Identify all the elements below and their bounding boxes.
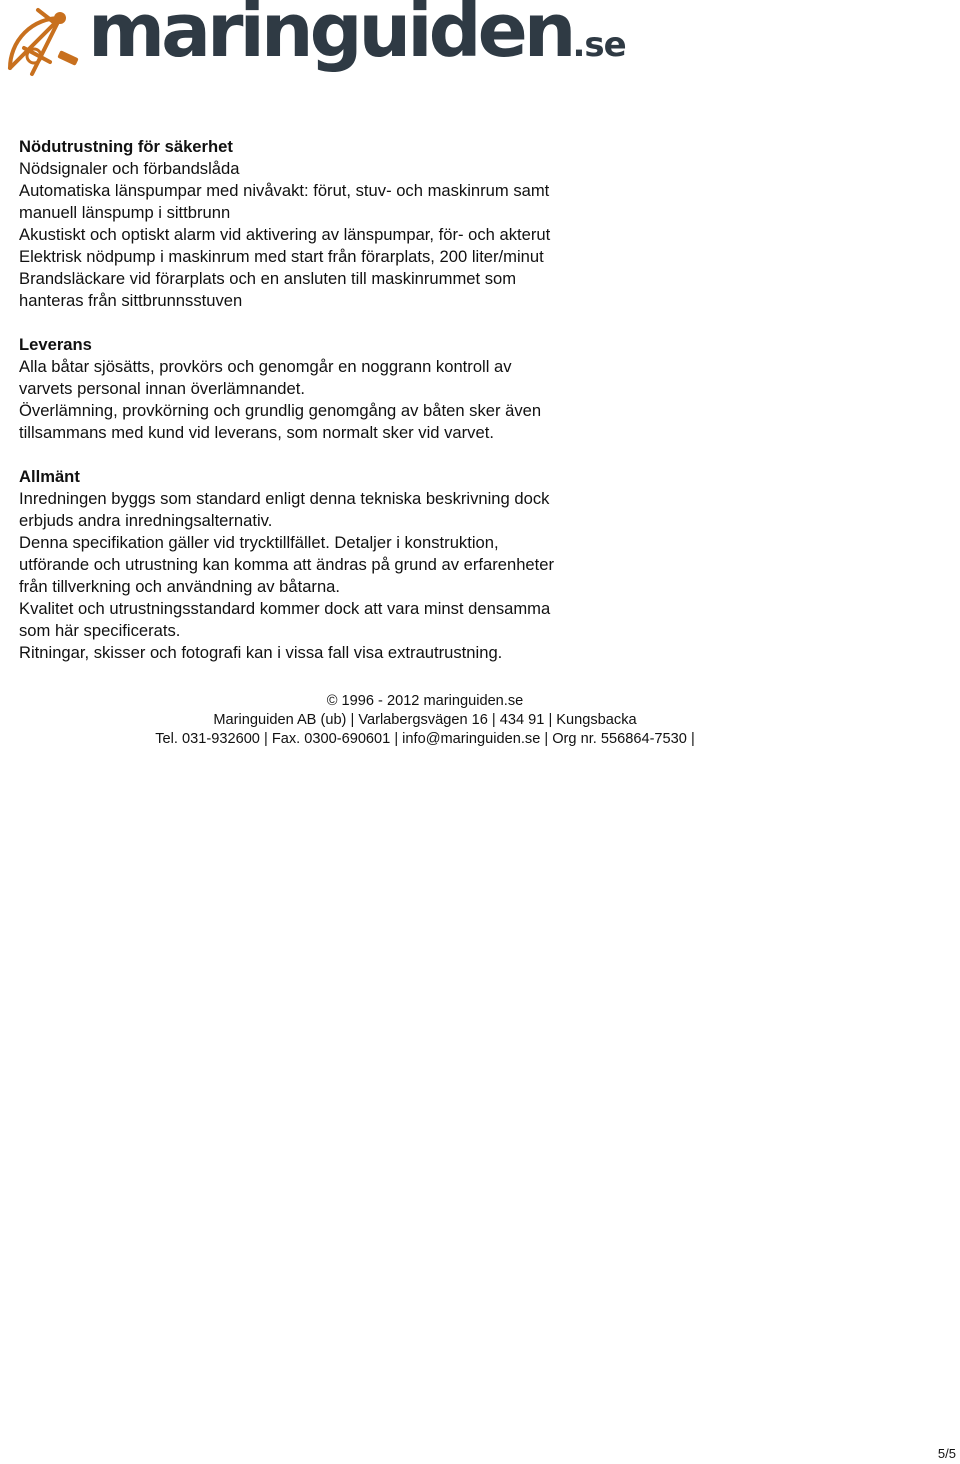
text-line: Nödsignaler och förbandslåda: [19, 159, 240, 178]
text-line: Överlämning, provkörning och grundlig genomgång av båten sker även: [19, 401, 542, 420]
sextant-logo-icon: [4, 4, 84, 82]
text-line: Elektrisk nödpump i maskinrum med start från förarplats, 200 liter/minut: [19, 247, 544, 266]
site-header: [0, 0, 626, 90]
logo-tld: .se: [572, 25, 626, 65]
text-line: Kvalitet och utrustningsstandard kommer dock att vara minst densamma: [19, 599, 551, 618]
text-line: Automatiska länspumpar med nivåvakt: förut, stuv- och maskinrum samt: [19, 181, 550, 200]
section-heading: Leverans: [19, 335, 92, 354]
section-heading: Nödutrustning för säkerhet: [19, 137, 233, 156]
section-general: [19, 466, 619, 664]
document-body: [19, 136, 619, 686]
text-line: erbjuds andra inredningsalternativ.: [19, 511, 273, 530]
text-line: Alla båtar sjösätts, provkörs och genomgår en noggrann kontroll av: [19, 357, 512, 376]
text-line: manuell länspump i sittbrunn: [19, 203, 231, 222]
logo-wordmark: maringuiden: [88, 0, 573, 74]
text-line: Inredningen byggs som standard enligt denna tekniska beskrivning dock: [19, 489, 550, 508]
text-line: Ritningar, skisser och fotografi kan i vissa fall visa extrautrustning.: [19, 643, 503, 662]
text-line: Akustiskt och optiskt alarm vid aktivering av länspumpar, för- och akterut: [19, 225, 551, 244]
text-line: tillsammans med kund vid leverans, som normalt sker vid varvet.: [19, 423, 494, 442]
footer-address: Maringuiden AB (ub) | Varlabergsvägen 16 | 434 91 | Kungsbacka: [213, 712, 637, 728]
section-delivery: [19, 334, 619, 444]
text-line: som här specificerats.: [19, 621, 181, 640]
text-line: utförande och utrustning kan komma att ändras på grund av erfarenheter: [19, 555, 555, 574]
section-emergency-equipment: [19, 136, 619, 312]
footer-copyright: © 1996 - 2012 maringuiden.se: [326, 693, 524, 709]
text-line: Denna specifikation gäller vid trycktillfället. Detaljer i konstruktion,: [19, 533, 499, 552]
text-line: varvets personal innan överlämnandet.: [19, 379, 305, 398]
text-line: från tillverkning och användning av båtarna.: [19, 577, 341, 596]
text-line: hanteras från sittbrunnsstuven: [19, 291, 243, 310]
page-number: 5/5: [937, 1446, 956, 1461]
section-heading: Allmänt: [19, 467, 80, 486]
footer-contact: Tel. 031-932600 | Fax. 0300-690601 | info@maringuiden.se | Org nr. 556864-7530 |: [155, 731, 695, 747]
page-footer: [0, 692, 850, 749]
text-line: Brandsläckare vid förarplats och en ansluten till maskinrummet som: [19, 269, 517, 288]
site-logo[interactable]: [88, 0, 626, 74]
